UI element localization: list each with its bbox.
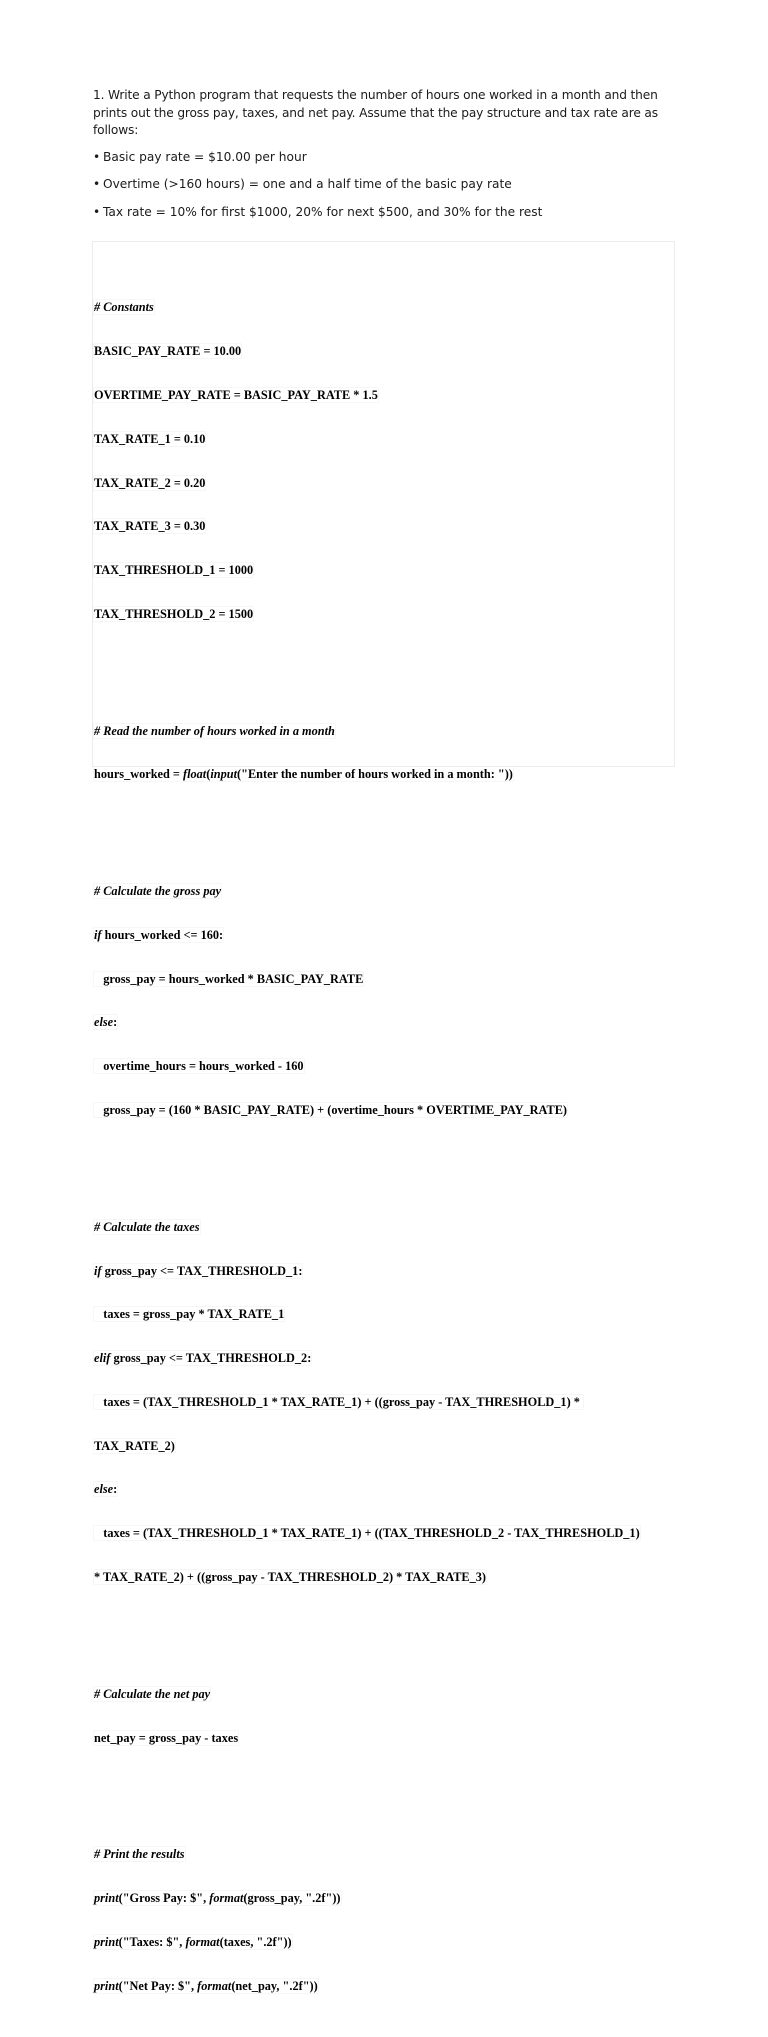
bullet-pay-rate	[93, 149, 693, 167]
code-line: print("Taxes: $", format(taxes, ".2f"))	[94, 1934, 292, 1949]
code-comment: # Calculate the taxes	[94, 1219, 200, 1234]
code-line: * TAX_RATE_2) + ((gross_pay - TAX_THRESHOLD_2) * TAX_RATE_3)	[94, 1570, 487, 1585]
bullet-marker: •	[93, 204, 101, 219]
code-line: TAX_RATE_3 = 0.30	[94, 519, 206, 534]
bullet-marker: •	[93, 149, 101, 164]
bullet-text: Overtime (>160 hours) = one and a half time of the basic pay rate	[103, 177, 512, 191]
code-comment: # Constants	[94, 300, 154, 315]
code-line: else:	[94, 1015, 118, 1030]
code-comment: # Calculate the gross pay	[94, 884, 222, 899]
code-line: TAX_RATE_2 = 0.20	[94, 475, 206, 490]
question-paragraph: 1. Write a Python program that requests the number of hours one worked in a month and then prints out the gross pay, taxes, and net pay. Assume that the pay structure and tax rate are as follows:	[93, 88, 658, 137]
code-line: gross_pay = hours_worked * BASIC_PAY_RATE	[94, 971, 364, 986]
code-line: print("Net Pay: $", format(net_pay, ".2f"))	[94, 1978, 318, 1993]
code-listing	[94, 242, 674, 2037]
code-blank-line	[94, 1774, 674, 1789]
code-line: TAX_RATE_2)	[94, 1438, 175, 1453]
code-line: taxes = (TAX_THRESHOLD_1 * TAX_RATE_1) + ((TAX_THRESHOLD_2 - TAX_THRESHOLD_1)	[94, 1526, 640, 1541]
code-line: overtime_hours = hours_worked - 160	[94, 1059, 304, 1074]
code-line: taxes = gross_pay * TAX_RATE_1	[94, 1307, 285, 1322]
code-blank-line	[94, 651, 674, 666]
code-comment: # Print the results	[94, 1847, 185, 1862]
code-block	[92, 241, 675, 1993]
code-line: net_pay = gross_pay - taxes	[94, 1730, 239, 1745]
code-line: hours_worked = float(input("Enter the number of hours worked in a month: "))	[94, 767, 513, 782]
code-line: elif gross_pay <= TAX_THRESHOLD_2:	[94, 1351, 312, 1366]
code-line: if gross_pay <= TAX_THRESHOLD_1:	[94, 1263, 303, 1278]
code-blank-line	[94, 811, 674, 826]
code-line: taxes = (TAX_THRESHOLD_1 * TAX_RATE_1) + ((gross_pay - TAX_THRESHOLD_1) *	[94, 1394, 583, 1409]
code-line: OVERTIME_PAY_RATE = BASIC_PAY_RATE * 1.5	[94, 387, 378, 402]
bullet-overtime	[93, 176, 693, 194]
code-comment: # Calculate the net pay	[94, 1686, 211, 1701]
bullet-text: Basic pay rate = $10.00 per hour	[103, 149, 307, 164]
code-line: print("Gross Pay: $", format(gross_pay, ".2f"))	[94, 1891, 341, 1906]
code-line: BASIC_PAY_RATE = 10.00	[94, 344, 242, 359]
code-line: else:	[94, 1482, 118, 1497]
bullet-text: Tax rate = 10% for first $1000, 20% for next $500, and 30% for the rest	[103, 204, 543, 219]
code-comment: # Read the number of hours worked in a month	[94, 723, 335, 738]
code-line: TAX_THRESHOLD_1 = 1000	[94, 563, 254, 578]
bullet-marker: •	[93, 177, 101, 191]
bullet-tax-rate	[93, 204, 693, 222]
code-line: gross_pay = (160 * BASIC_PAY_RATE) + (overtime_hours * OVERTIME_PAY_RATE)	[94, 1103, 568, 1118]
code-line: TAX_RATE_1 = 0.10	[94, 431, 206, 446]
code-blank-line	[94, 1614, 674, 1629]
code-blank-line	[94, 1147, 674, 1162]
code-line: TAX_THRESHOLD_2 = 1500	[94, 606, 254, 621]
code-line: if hours_worked <= 160:	[94, 927, 224, 942]
question-text-block	[93, 87, 693, 231]
